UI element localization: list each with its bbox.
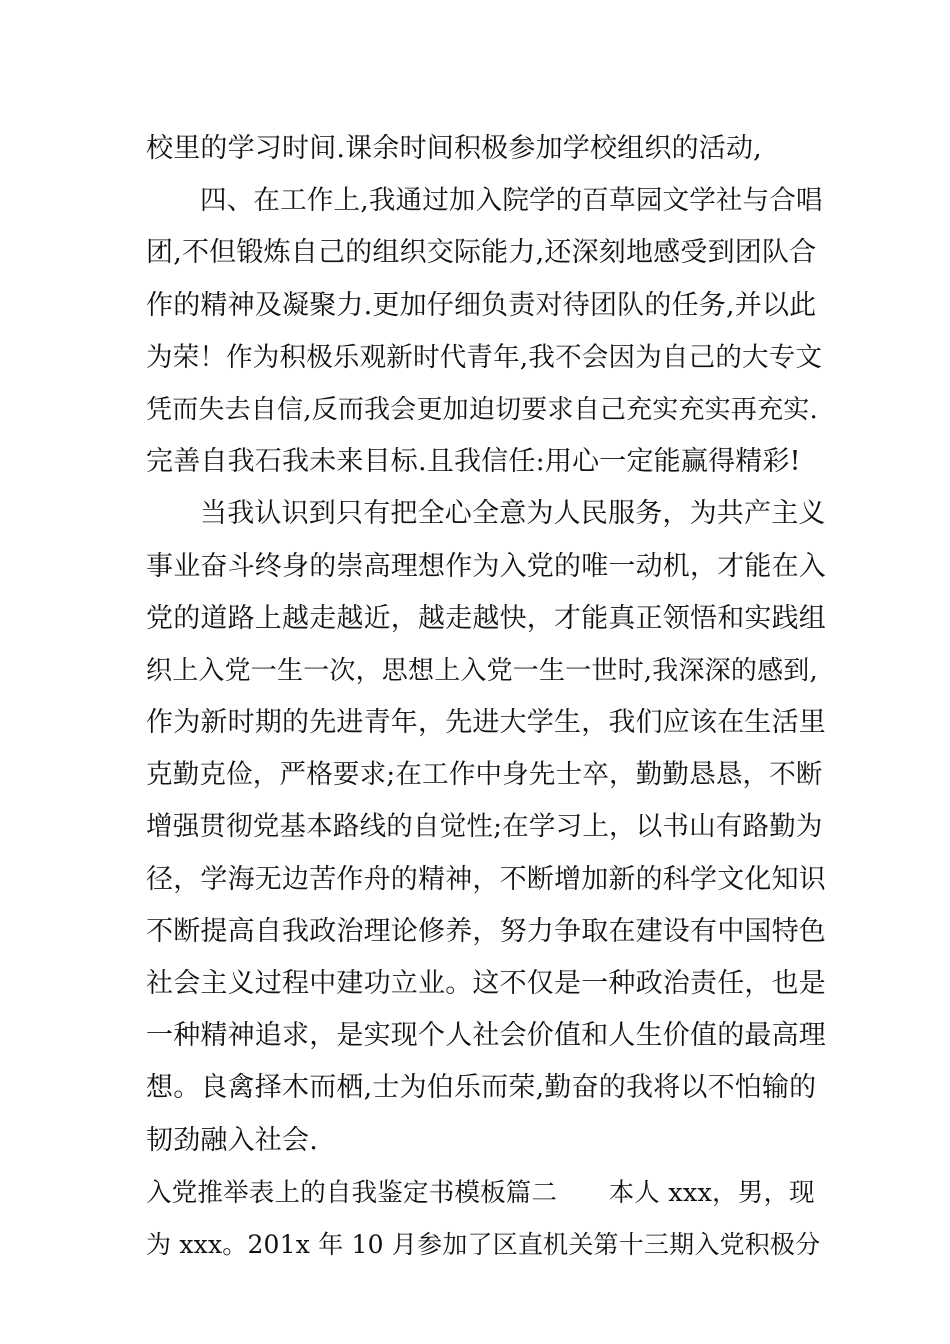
- text-line-4: 作的精神及凝聚力.更加仔细负责对待团队的任务,并以此: [146, 289, 817, 321]
- text-line-13: 克勤克俭，严格要求;在工作中身先士卒，勤勤恳恳，不断: [146, 759, 823, 791]
- text-line-16: 不断提高自我政治理论修养，努力争取在建设有中国特色: [146, 915, 826, 947]
- text-line-12: 作为新时期的先进青年，先进大学生，我们应该在生活里: [146, 707, 826, 739]
- text-line-2: 四、在工作上,我通过加入院学的百草园文学社与合唱: [200, 185, 823, 217]
- text-line-18: 一种精神追求，是实现个人社会价值和人生价值的最高理: [146, 1020, 826, 1052]
- text-line-20: 韧劲融入社会.: [146, 1124, 318, 1156]
- text-line-19: 想。良禽择木而栖,士为伯乐而荣,勤奋的我将以不怕输的: [146, 1072, 817, 1104]
- text-line-10: 党的道路上越走越近，越走越快，才能真正领悟和实践组: [146, 602, 826, 634]
- text-line-11: 织上入党一生一次，思想上入党一生一世时,我深深的感到,: [146, 655, 818, 686]
- text-line-17: 社会主义过程中建功立业。这不仅是一种政治责任，也是: [146, 968, 826, 999]
- text-line-3: 团,不但锻炼自己的组织交际能力,还深刻地感受到团队合: [146, 237, 817, 269]
- text-line-7: 完善自我石我未来目标.且我信任:用心一定能赢得精彩!: [146, 446, 801, 478]
- text-line-6: 凭而失去自信,反而我会更加迫切要求自己充实充实再充实.: [146, 394, 818, 425]
- section-heading-line: 入党推举表上的自我鉴定书模板篇二 本人 xxx，男，现: [146, 1177, 815, 1208]
- text-line-1: 校里的学习时间.课余时间积极参加学校组织的活动,: [146, 133, 762, 164]
- text-line-5: 为荣！作为积极乐观新时代青年,我不会因为自己的大专文: [146, 341, 823, 373]
- text-line-22: 为 xxx。201x 年 10 月参加了区直机关第十三期入党积极分: [146, 1229, 821, 1259]
- text-line-14: 增强贯彻党基本路线的自觉性;在学习上，以书山有路勤为: [146, 811, 823, 843]
- text-line-9: 事业奋斗终身的崇高理想作为入党的唯一动机，才能在入: [146, 550, 826, 582]
- text-line-8: 当我认识到只有把全心全意为人民服务，为共产主义: [200, 498, 826, 530]
- text-line-15: 径，学海无边苦作舟的精神，不断增加新的科学文化知识: [146, 863, 826, 895]
- document-body: [146, 123, 826, 1271]
